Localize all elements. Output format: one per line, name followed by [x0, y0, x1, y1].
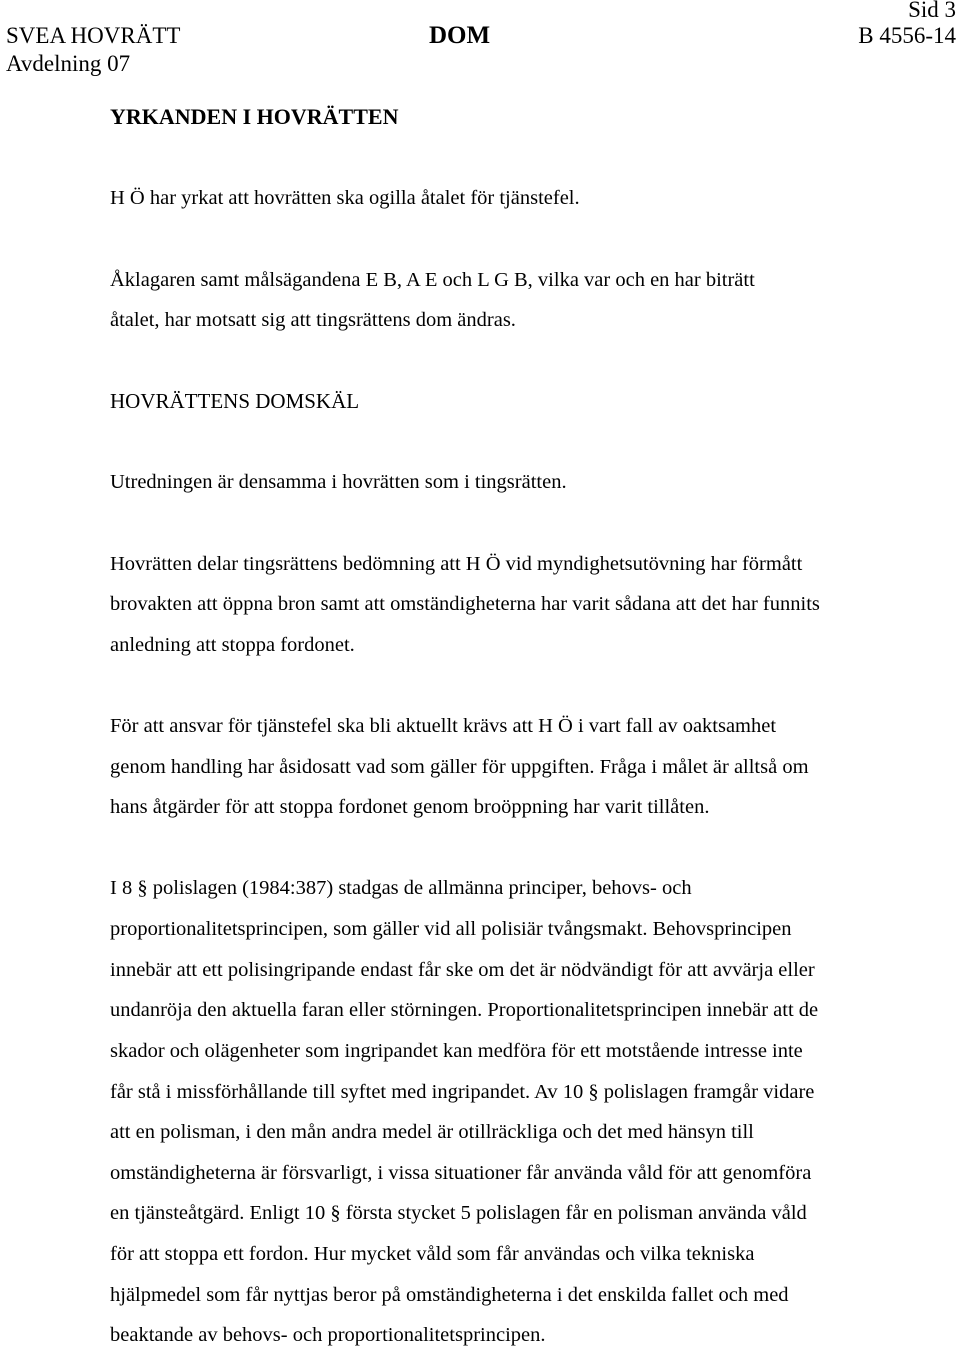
text-line: genom handling har åsidosatt vad som gäller för uppgiften. Fråga i målet är alltså om	[110, 756, 809, 778]
text-line: Utredningen är densamma i hovrätten som i tingsrätten.	[110, 471, 567, 493]
text-line: anledning att stoppa fordonet.	[110, 634, 355, 656]
text-line: innebär att ett polisingripande endast får ske om det är nödvändigt för att avvärja eller	[110, 959, 815, 981]
court-name: SVEA HOVRÄTT	[6, 23, 181, 48]
text-line: Hovrätten delar tingsrättens bedömning att H Ö vid myndighetsutövning har förmått	[110, 553, 803, 575]
text-line: proportionalitetsprincipen, som gäller vid all polisiär tvångsmakt. Behovsprincipen	[110, 918, 792, 940]
reasons-heading: HOVRÄTTENS DOMSKÄL	[110, 389, 360, 413]
text-line: en tjänsteåtgärd. Enligt 10 § första stycket 5 polislagen får en polisman använda våld	[110, 1202, 807, 1224]
text-line: att en polisman, i den mån andra medel är otillräckliga och det med hänsyn till	[110, 1121, 754, 1143]
text-line: För att ansvar för tjänstefel ska bli aktuellt krävs att H Ö i vart fall av oaktsamhet	[110, 715, 777, 737]
page-number: Sid 3	[908, 0, 956, 22]
text-line: brovakten att öppna bron samt att omständigheterna har varit sådana att det har funnits	[110, 593, 820, 615]
text-line: omständigheterna är försvarligt, i vissa situationer får använda våld för att genomföra	[110, 1162, 812, 1184]
text-line: åtalet, har motsatt sig att tingsrättens dom ändras.	[110, 309, 516, 331]
document-type: DOM	[429, 22, 491, 49]
text-line: Åklagaren samt målsägandena E B, A E och L G B, vilka var och en har biträtt	[110, 269, 755, 291]
text-line: hans åtgärder för att stoppa fordonet genom broöppning har varit tillåten.	[110, 796, 710, 818]
text-line: får stå i missförhållande till syftet med ingripandet. Av 10 § polislagen framgår vidare	[110, 1081, 815, 1103]
text-line: beaktande av behovs- och proportionalitetsprincipen.	[110, 1324, 546, 1346]
text-line: I 8 § polislagen (1984:387) stadgas de allmänna principer, behovs- och	[110, 877, 692, 899]
text-line: H Ö har yrkat att hovrätten ska ogilla åtalet för tjänstefel.	[110, 187, 580, 209]
case-number: B 4556-14	[858, 23, 956, 48]
claims-heading: YRKANDEN I HOVRÄTTEN	[110, 104, 399, 129]
text-line: hjälpmedel som får nyttjas beror på omständigheterna i det enskilda fallet och med	[110, 1284, 789, 1306]
text-line: undanröja den aktuella faran eller störningen. Proportionalitetsprincipen innebär att de	[110, 999, 819, 1021]
text-line: skador och olägenheter som ingripandet kan medföra för ett motstående intresse inte	[110, 1040, 803, 1062]
text-line: för att stoppa ett fordon. Hur mycket våld som får användas och vilka tekniska	[110, 1243, 755, 1265]
division-label: Avdelning 07	[6, 51, 131, 76]
